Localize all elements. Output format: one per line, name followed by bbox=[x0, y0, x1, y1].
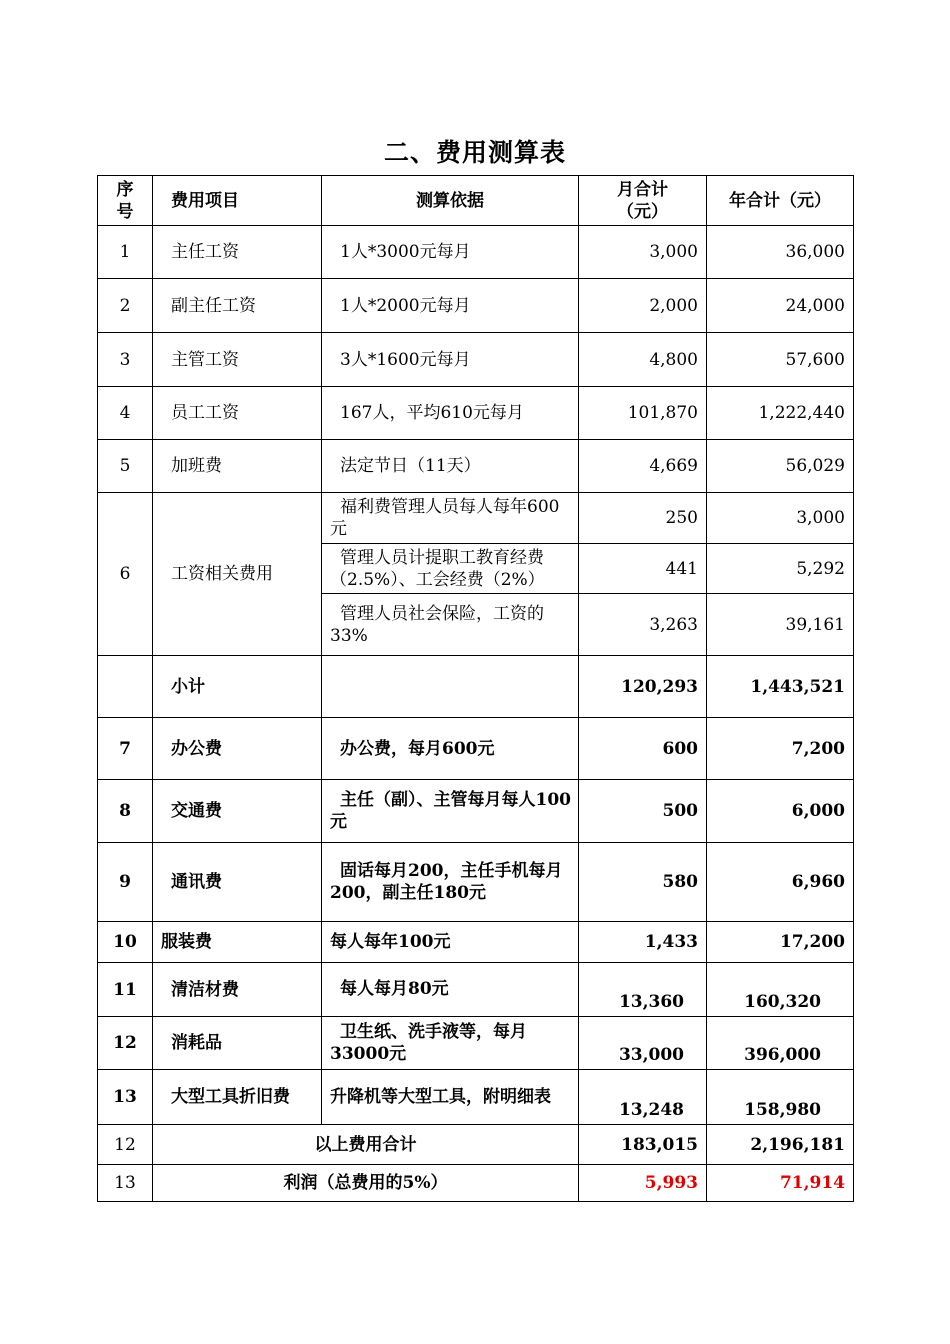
row-year: 36,000 bbox=[707, 226, 854, 279]
row-basis: 主任（副）、主管每月每人100元 bbox=[322, 780, 579, 843]
page-title: 二、费用测算表 bbox=[383, 138, 566, 167]
row-year: 2,196,181 bbox=[707, 1125, 854, 1165]
grand-total-label: 以上费用合计 bbox=[153, 1125, 579, 1165]
table-row bbox=[98, 226, 854, 279]
row-year: 3,000 bbox=[707, 493, 854, 544]
row-basis: 3人*1600元每月 bbox=[322, 333, 579, 387]
row-seq: 1 bbox=[98, 226, 153, 279]
table-row bbox=[98, 963, 854, 1017]
row-month: 441 bbox=[579, 544, 707, 594]
row-seq: 13 bbox=[98, 1165, 153, 1202]
row-month: 13,360 bbox=[579, 963, 707, 1017]
row-year: 56,029 bbox=[707, 440, 854, 493]
profit-month: 5,993 bbox=[579, 1165, 707, 1202]
row-month: 3,263 bbox=[579, 594, 707, 656]
row-year: 7,200 bbox=[707, 718, 854, 780]
row-month: 3,000 bbox=[579, 226, 707, 279]
subtotal-row bbox=[98, 656, 854, 718]
row-seq: 4 bbox=[98, 387, 153, 440]
profit-label: 利润（总费用的5%） bbox=[153, 1165, 579, 1202]
table-row bbox=[98, 493, 854, 544]
row-month: 13,248 bbox=[579, 1070, 707, 1125]
row-seq bbox=[98, 656, 153, 718]
row-year: 6,960 bbox=[707, 843, 854, 922]
row-item: 办公费 bbox=[153, 718, 322, 780]
row-item: 服装费 bbox=[153, 922, 322, 963]
table-row bbox=[98, 1070, 854, 1125]
row-year: 57,600 bbox=[707, 333, 854, 387]
row-month: 4,669 bbox=[579, 440, 707, 493]
row-item: 员工工资 bbox=[153, 387, 322, 440]
row-year: 160,320 bbox=[707, 963, 854, 1017]
row-seq: 12 bbox=[98, 1017, 153, 1070]
row-item: 主任工资 bbox=[153, 226, 322, 279]
row-seq: 13 bbox=[98, 1070, 153, 1125]
table-row bbox=[98, 1017, 854, 1070]
row-month: 580 bbox=[579, 843, 707, 922]
grand-total-row bbox=[98, 1125, 854, 1165]
table-row bbox=[98, 440, 854, 493]
table-row bbox=[98, 922, 854, 963]
cost-estimate-table bbox=[97, 175, 854, 1202]
row-month: 500 bbox=[579, 780, 707, 843]
row-basis: 卫生纸、洗手液等，每月33000元 bbox=[322, 1017, 579, 1070]
row-item: 加班费 bbox=[153, 440, 322, 493]
row-seq: 11 bbox=[98, 963, 153, 1017]
table-row bbox=[98, 279, 854, 333]
table-row bbox=[98, 843, 854, 922]
row-basis: 升降机等大型工具，附明细表 bbox=[322, 1070, 579, 1125]
header-month: 月合计（元） bbox=[579, 176, 707, 226]
row-seq: 10 bbox=[98, 922, 153, 963]
row-item: 主管工资 bbox=[153, 333, 322, 387]
row-seq: 12 bbox=[98, 1125, 153, 1165]
row-basis: 167人，平均610元每月 bbox=[322, 387, 579, 440]
row-seq: 3 bbox=[98, 333, 153, 387]
table-row bbox=[98, 387, 854, 440]
row-year: 158,980 bbox=[707, 1070, 854, 1125]
table-row bbox=[98, 718, 854, 780]
row-basis bbox=[322, 656, 579, 718]
row-basis: 固话每月200，主任手机每月200，副主任180元 bbox=[322, 843, 579, 922]
profit-row bbox=[98, 1165, 854, 1202]
row-year: 5,292 bbox=[707, 544, 854, 594]
table-row bbox=[98, 780, 854, 843]
row-year: 17,200 bbox=[707, 922, 854, 963]
row-item: 清洁材费 bbox=[153, 963, 322, 1017]
row-year: 24,000 bbox=[707, 279, 854, 333]
row-seq: 8 bbox=[98, 780, 153, 843]
row-year: 39,161 bbox=[707, 594, 854, 656]
table-header-row bbox=[98, 176, 854, 226]
row-item: 大型工具折旧费 bbox=[153, 1070, 322, 1125]
row-basis: 每人每月80元 bbox=[322, 963, 579, 1017]
row-month: 101,870 bbox=[579, 387, 707, 440]
row-month: 4,800 bbox=[579, 333, 707, 387]
table-row bbox=[98, 333, 854, 387]
row-month: 33,000 bbox=[579, 1017, 707, 1070]
profit-year: 71,914 bbox=[707, 1165, 854, 1202]
row-seq: 5 bbox=[98, 440, 153, 493]
row-basis: 管理人员计提职工教育经费（2.5%）、工会经费（2%） bbox=[322, 544, 579, 594]
row-item: 副主任工资 bbox=[153, 279, 322, 333]
row-item: 小计 bbox=[153, 656, 322, 718]
header-basis: 测算依据 bbox=[322, 176, 579, 226]
row-item: 消耗品 bbox=[153, 1017, 322, 1070]
row-month: 1,433 bbox=[579, 922, 707, 963]
row-basis: 管理人员社会保险，工资的33% bbox=[322, 594, 579, 656]
row-month: 2,000 bbox=[579, 279, 707, 333]
row-basis: 1人*3000元每月 bbox=[322, 226, 579, 279]
row-seq: 6 bbox=[98, 493, 153, 656]
row-month: 120,293 bbox=[579, 656, 707, 718]
row-month: 250 bbox=[579, 493, 707, 544]
row-seq: 7 bbox=[98, 718, 153, 780]
row-basis: 每人每年100元 bbox=[322, 922, 579, 963]
row-basis: 1人*2000元每月 bbox=[322, 279, 579, 333]
row-month: 600 bbox=[579, 718, 707, 780]
row-seq: 2 bbox=[98, 279, 153, 333]
row-year: 6,000 bbox=[707, 780, 854, 843]
header-item: 费用项目 bbox=[153, 176, 322, 226]
row-basis: 办公费，每月600元 bbox=[322, 718, 579, 780]
row-item: 工资相关费用 bbox=[153, 493, 322, 656]
row-basis: 福利费管理人员每人每年600元 bbox=[322, 493, 579, 544]
row-item: 交通费 bbox=[153, 780, 322, 843]
row-month: 183,015 bbox=[579, 1125, 707, 1165]
row-item: 通讯费 bbox=[153, 843, 322, 922]
row-basis: 法定节日（11天） bbox=[322, 440, 579, 493]
row-year: 396,000 bbox=[707, 1017, 854, 1070]
row-year: 1,222,440 bbox=[707, 387, 854, 440]
row-year: 1,443,521 bbox=[707, 656, 854, 718]
row-seq: 9 bbox=[98, 843, 153, 922]
header-year: 年合计（元） bbox=[707, 176, 854, 226]
header-seq: 序号 bbox=[98, 176, 153, 226]
